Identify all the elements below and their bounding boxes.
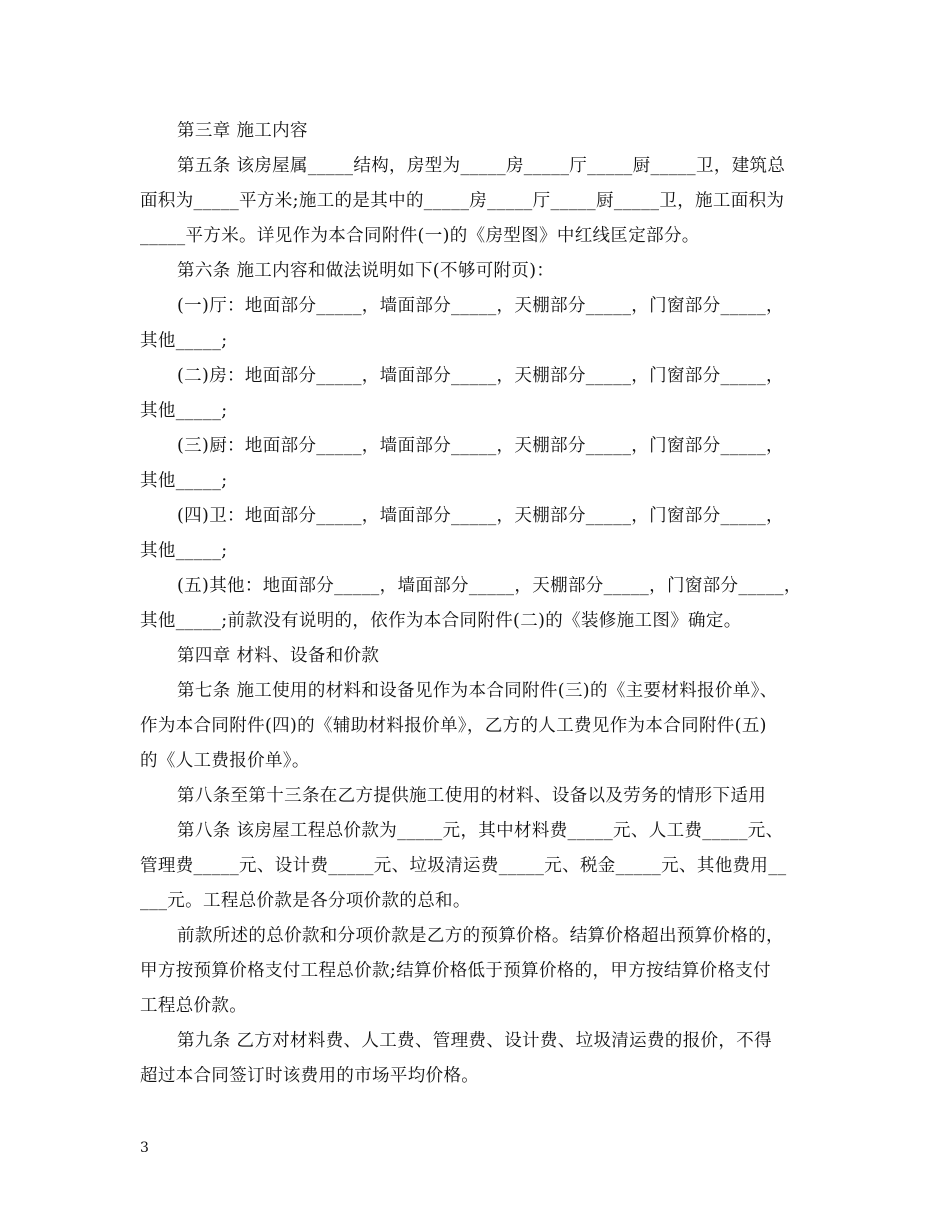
article-9-line-2: 超过本合同签订时该费用的市场平均价格。 [140,1066,480,1086]
article-7-line-1: 第七条 施工使用的材料和设备见作为本合同附件(三)的《主要材料报价单》、 [177,681,778,701]
item-3-line-1: (三)厨：地面部分_____，墙面部分_____，天棚部分_____，门窗部分_____， [177,436,784,456]
article-7-line-2: 作为本合同附件(四)的《辅助材料报价单》，乙方的人工费见作为本合同附件(五) [140,716,767,736]
item-5-line-2: 其他_____;前款没有说明的，依作为本合同附件(二)的《装修施工图》确定。 [140,611,742,631]
article-6-heading: 第六条 施工内容和做法说明如下(不够可附页)： [177,261,555,281]
pricing-paragraph-line-2: 甲方按预算价格支付工程总价款;结算价格低于预算价格的，甲方按结算价格支付 [140,961,771,981]
item-5-line-1: (五)其他：地面部分_____，墙面部分_____，天棚部分_____，门窗部分_____， [177,576,802,596]
item-4-line-1: (四)卫：地面部分_____，墙面部分_____，天棚部分_____，门窗部分_____， [177,506,784,526]
article-5-line-1: 第五条 该房屋属_____结构，房型为_____房_____厅_____厨_____卫，建筑总 [177,156,786,176]
page-number: 3 [140,1140,149,1156]
chapter-4-heading: 第四章 材料、设备和价款 [177,646,380,666]
item-1-line-2: 其他_____; [140,331,228,351]
item-2-line-1: (二)房：地面部分_____，墙面部分_____，天棚部分_____，门窗部分_____， [177,366,784,386]
applicability-note: 第八条至第十三条在乙方提供施工使用的材料、设备以及劳务的情形下适用 [177,786,767,806]
item-2-line-2: 其他_____; [140,401,228,421]
article-7-line-3: 的《人工费报价单》。 [140,751,310,771]
item-1-line-1: (一)厅：地面部分_____，墙面部分_____，天棚部分_____，门窗部分_____， [177,296,784,316]
pricing-paragraph-line-1: 前款所述的总价款和分项价款是乙方的预算价格。结算价格超出预算价格的， [177,926,784,946]
article-8-line-1: 第八条 该房屋工程总价款为_____元，其中材料费_____元、人工费_____元、 [177,821,784,841]
article-5-line-2: 面积为_____平方米;施工的是其中的_____房_____厅_____厨_____卫，施工面积为 [140,191,785,211]
item-3-line-2: 其他_____; [140,471,228,491]
article-9-line-1: 第九条 乙方对材料费、人工费、管理费、设计费、垃圾清运费的报价，不得 [177,1031,772,1051]
pricing-paragraph-line-3: 工程总价款。 [140,996,248,1016]
article-8-line-2: 管理费_____元、设计费_____元、垃圾清运费_____元、税金_____元、其他费用__ [140,856,787,876]
chapter-3-heading: 第三章 施工内容 [177,121,308,141]
article-5-line-3: _____平方米。详见作为本合同附件(一)的《房型图》中红线匡定部分。 [140,226,700,246]
item-4-line-2: 其他_____; [140,541,228,561]
article-8-line-3: ___元。工程总价款是各分项价款的总和。 [140,891,471,911]
